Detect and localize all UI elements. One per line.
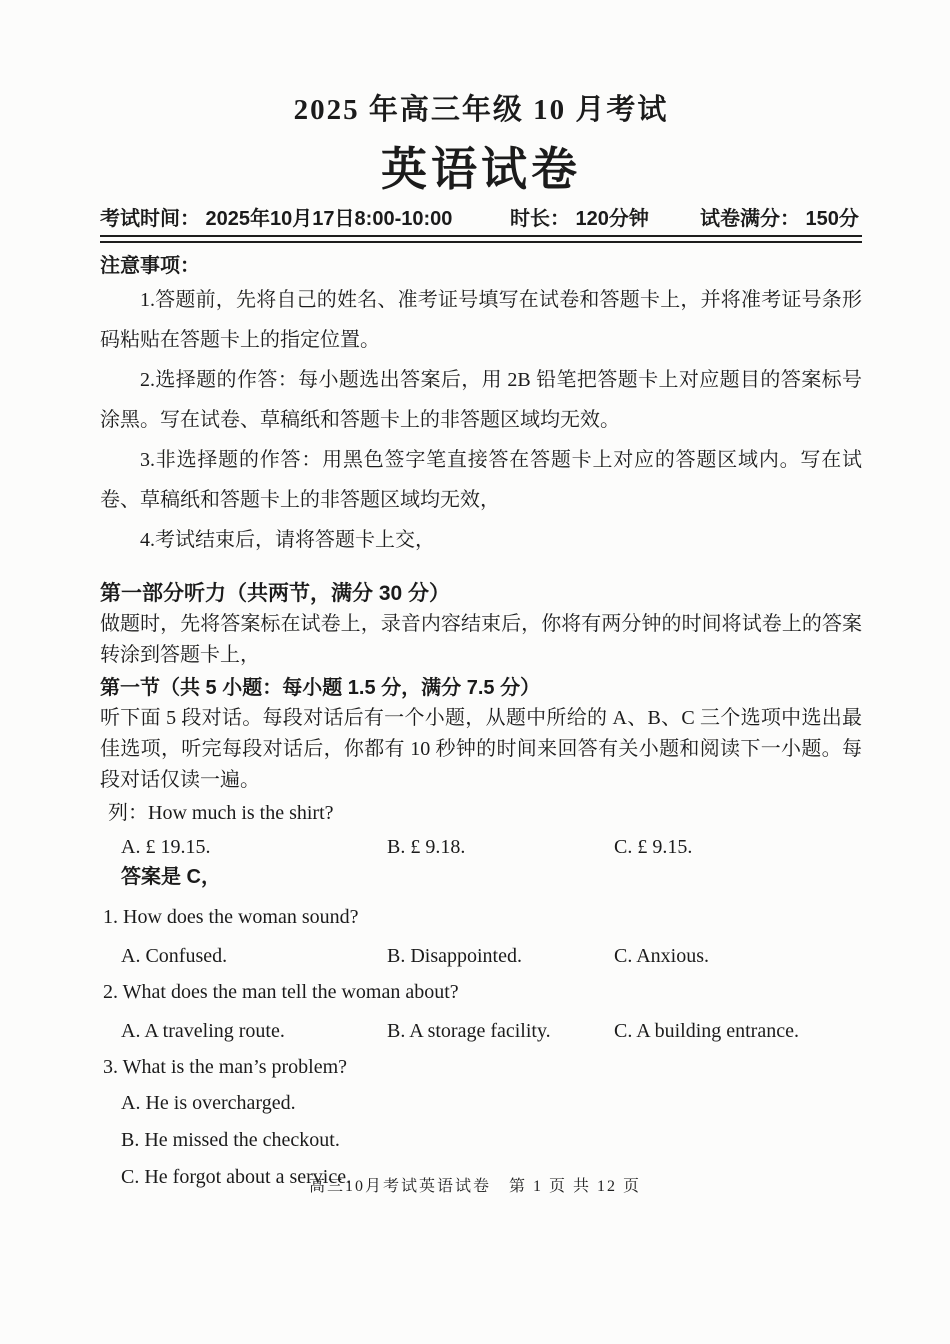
question-1-text: 1. How does the woman sound? — [103, 906, 359, 928]
notice-item: 3.非选择题的作答：用黑色签字笔直接答在答题卡上对应的答题区域内。写在试卷、草稿纸和答题卡上的非答题区域均无效， — [100, 449, 862, 511]
question-3-option-b: B. He missed the checkout. — [121, 1129, 340, 1151]
example-options-row — [100, 832, 862, 862]
page-footer: 高三10月考试英语试卷 第 1 页 共 12 页 — [308, 1178, 641, 1195]
question-2-text: 2. What does the man tell the woman about? — [103, 981, 459, 1003]
example-answer: 答案是 C， — [121, 866, 221, 888]
question-2-options-row — [100, 1016, 862, 1046]
example-option-c: C. £ 9.15. — [614, 836, 693, 858]
example-question: 列：How much is the shirt? — [108, 802, 334, 824]
example-option-a: A. £ 19.15. — [121, 836, 211, 858]
question-3-option-a: A. He is overcharged. — [121, 1092, 296, 1114]
double-rule-divider — [100, 235, 862, 243]
exam-meta-row — [100, 206, 862, 232]
part1-heading: 第一部分听力（共两节，满分 30 分） — [100, 582, 451, 605]
question-block-3 — [100, 1052, 862, 1192]
part1-intro: 做题时，先将答案标在试卷上，录音内容结束后，你将有两分钟的时间将试卷上的答案转涂到答题卡上， — [100, 613, 862, 666]
example-option-b: B. £ 9.18. — [387, 836, 466, 858]
exam-full-score: 试卷满分： 150分 — [700, 208, 859, 230]
notice-item: 1.答题前，先将自己的姓名、准考证号填写在试卷和答题卡上，并将准考证号条形码粘贴在答题卡上的指定位置。 — [100, 289, 862, 351]
section1-instructions: 听下面 5 段对话。每段对话后有一个小题，从题中所给的 A、B、C 三个选项中选出最佳选项，听完每段对话后，你都有 10 秒钟的时间来回答有关小题和阅读下一小题。每段对话仅读一遍。 — [100, 707, 862, 791]
notice-heading: 注意事项： — [100, 255, 200, 277]
question-3-text: 3. What is the man’s problem? — [103, 1056, 348, 1078]
exam-duration: 时长： 120分钟 — [510, 208, 649, 230]
question-block-1 — [100, 902, 862, 971]
exam-time: 考试时间： 2025年10月17日8:00-10:00 — [100, 208, 453, 230]
paper-title: 英语试卷 — [381, 143, 581, 195]
notice-item: 4.考试结束后，请将答题卡上交， — [140, 529, 435, 551]
exam-session-title: 2025 年高三年级 10 月考试 — [293, 94, 669, 126]
example-block — [100, 798, 862, 892]
page-content — [100, 92, 862, 1192]
question-block-2 — [100, 977, 862, 1046]
question-1-option-c: C. Anxious. — [614, 945, 710, 967]
question-1-options-row — [100, 941, 862, 971]
question-3-option-c: C. He forgot about a service. — [121, 1166, 352, 1188]
notice-section — [100, 252, 862, 560]
section1-heading: 第一节（共 5 小题：每小题 1.5 分，满分 7.5 分） — [100, 677, 541, 699]
question-2-option-b: B. A storage facility. — [387, 1020, 551, 1042]
question-2-option-a: A. A traveling route. — [121, 1020, 285, 1042]
notice-item: 2.选择题的作答：每小题选出答案后，用 2B 铅笔把答题卡上对应题目的答案标号涂黑。写在试卷、草稿纸和答题卡上的非答题区域均无效。 — [100, 369, 862, 431]
question-1-option-b: B. Disappointed. — [387, 945, 522, 967]
question-2-option-c: C. A building entrance. — [614, 1020, 799, 1042]
question-1-option-a: A. Confused. — [121, 945, 228, 967]
